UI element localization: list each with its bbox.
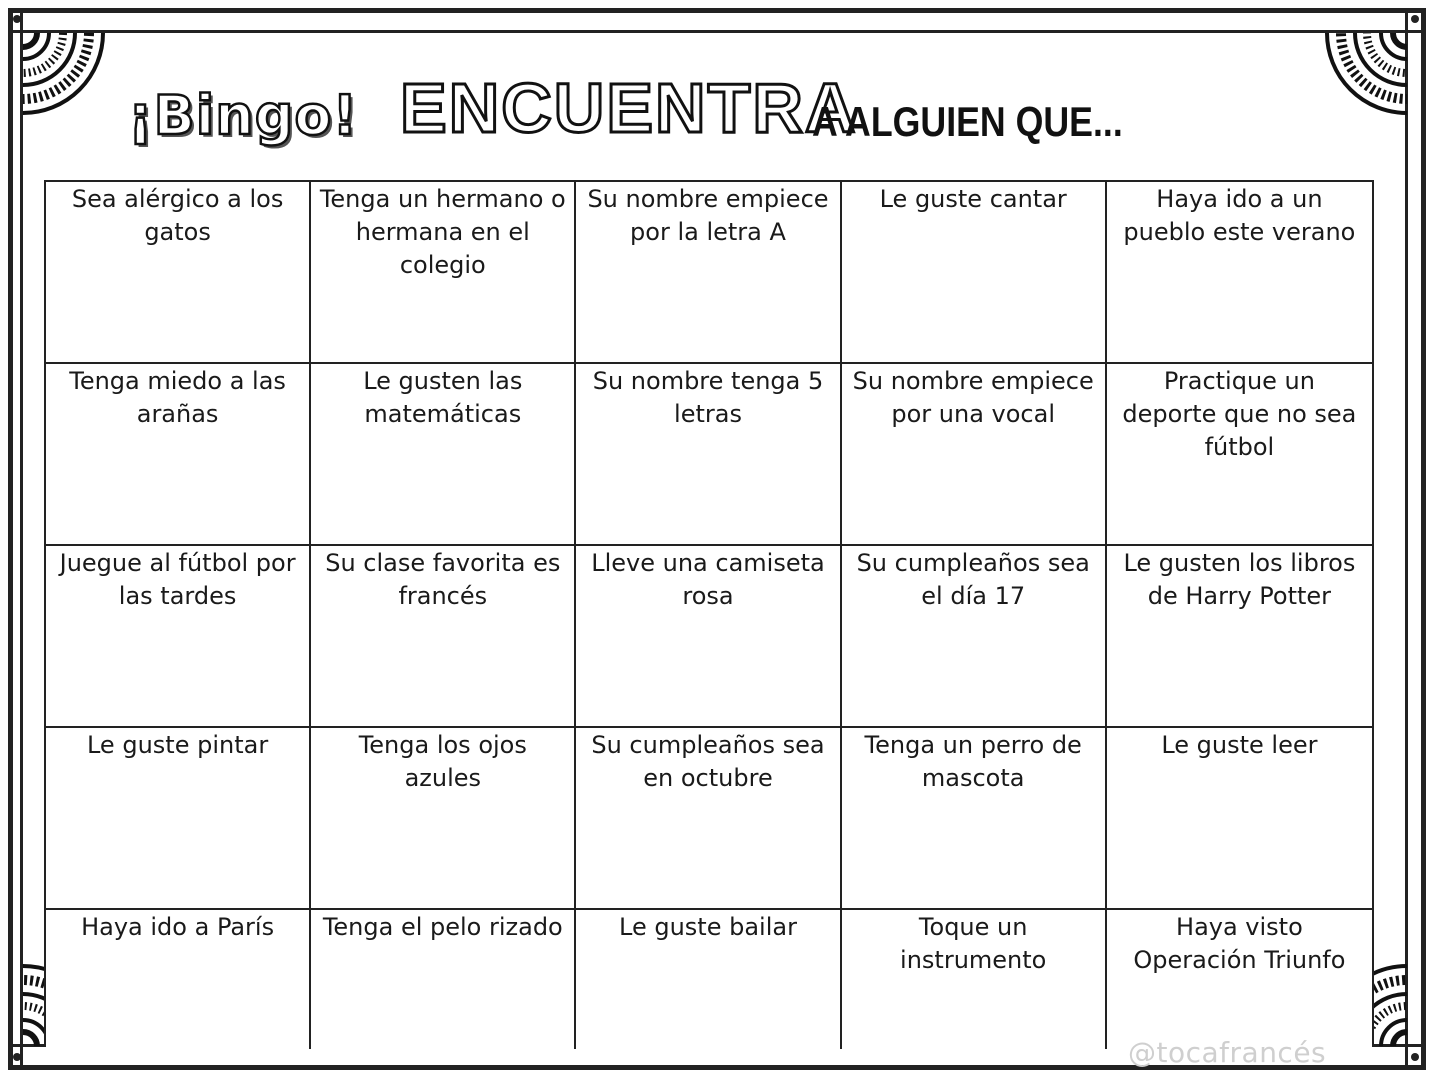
bingo-cell[interactable]: Le guste cantar (842, 182, 1107, 364)
corner-dot (13, 1053, 21, 1061)
border-line-right (1405, 8, 1408, 1070)
bingo-cell[interactable]: Tenga un hermano o hermana en el colegio (311, 182, 576, 364)
bingo-cell[interactable]: Su cumpleaños sea el día 17 (842, 546, 1107, 728)
bingo-cell[interactable]: Sea alérgico a los gatos (46, 182, 311, 364)
bingo-cell[interactable]: Toque un instrumento (842, 910, 1107, 1049)
bingo-cell[interactable]: Haya ido a París (46, 910, 311, 1049)
bingo-cell[interactable]: Le gusten los libros de Harry Potter (1107, 546, 1372, 728)
bingo-cell[interactable]: Le guste bailar (576, 910, 841, 1049)
bingo-cell[interactable]: Haya visto Operación Triunfo (1107, 910, 1372, 1049)
bingo-cell[interactable]: Practique un deporte que no sea fútbol (1107, 364, 1372, 546)
watermark: @tocafrancés (1128, 1036, 1327, 1069)
corner-rosette-icon (23, 33, 113, 123)
bingo-cell[interactable]: Su clase favorita es francés (311, 546, 576, 728)
bingo-cell[interactable]: Su nombre empiece por una vocal (842, 364, 1107, 546)
bingo-cell[interactable]: Tenga un perro de mascota (842, 728, 1107, 910)
corner-rosette-icon (1317, 33, 1407, 123)
bingo-cell[interactable]: Lleve una camiseta rosa (576, 546, 841, 728)
border-line-left (20, 8, 23, 1070)
corner-dot (13, 15, 21, 23)
bingo-grid (44, 180, 1374, 1047)
corner-dot (1411, 15, 1419, 23)
bingo-cell[interactable]: Juegue al fútbol por las tardes (46, 546, 311, 728)
corner-dot (1411, 1053, 1419, 1061)
bingo-cell[interactable]: Su cumpleaños sea en octubre (576, 728, 841, 910)
page-title: ENCUENTRA (400, 69, 858, 147)
bingo-cell[interactable]: Tenga miedo a las arañas (46, 364, 311, 546)
bingo-cell[interactable]: Le guste leer (1107, 728, 1372, 910)
bingo-cell[interactable]: Su nombre tenga 5 letras (576, 364, 841, 546)
page-subtitle: A ALGUIEN QUE... (812, 98, 1123, 145)
border-line-top (8, 30, 1426, 33)
bingo-cell[interactable]: Le gusten las matemáticas (311, 364, 576, 546)
bingo-cell[interactable]: Haya ido a un pueblo este verano (1107, 182, 1372, 364)
bingo-cell[interactable]: Tenga los ojos azules (311, 728, 576, 910)
bingo-cell[interactable]: Su nombre empiece por la letra A (576, 182, 841, 364)
bingo-cell[interactable]: Le guste pintar (46, 728, 311, 910)
bingo-title: ¡Bingo! (128, 84, 359, 147)
bingo-cell[interactable]: Tenga el pelo rizado (311, 910, 576, 1049)
